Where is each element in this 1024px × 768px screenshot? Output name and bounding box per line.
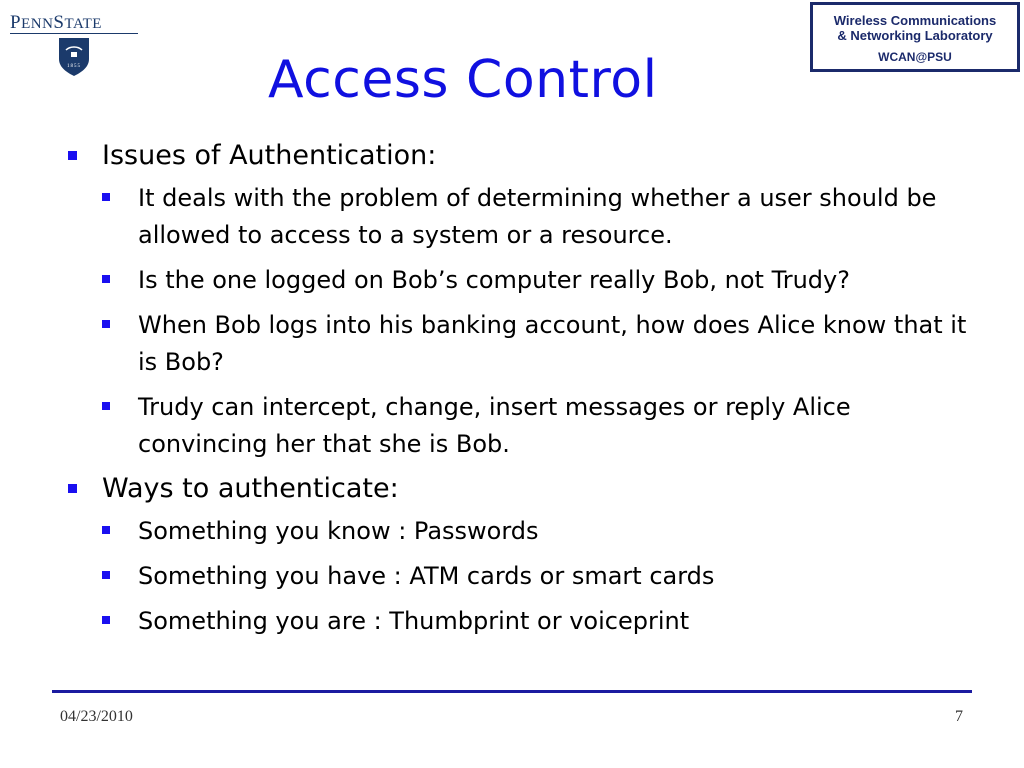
square-bullet-icon	[102, 616, 110, 624]
svg-text:1855: 1855	[67, 64, 81, 69]
square-bullet-icon	[102, 320, 110, 328]
bullet-text: Ways to authenticate:	[102, 473, 399, 504]
sub-bullet-item	[60, 389, 973, 463]
square-bullet-icon	[102, 571, 110, 579]
sub-bullet-item	[60, 603, 973, 640]
bullet-item-issues	[60, 138, 980, 174]
sub-bullet-text: Something you know : Passwords	[138, 517, 539, 545]
lab-name-line2: & Networking Laboratory	[837, 28, 993, 43]
sub-bullet-item	[60, 558, 973, 595]
sub-bullet-text: Trudy can intercept, change, insert messages or reply Alice convincing her that she is Bob.	[138, 393, 851, 458]
square-bullet-icon	[102, 402, 110, 410]
sub-bullet-item	[60, 180, 973, 254]
square-bullet-icon	[102, 193, 110, 201]
square-bullet-icon	[102, 526, 110, 534]
slide-title: Access Control	[268, 50, 658, 110]
sub-bullet-text: When Bob logs into his banking account, how does Alice know that it is Bob?	[138, 311, 967, 376]
lab-badge	[810, 2, 1020, 72]
lab-name-line1: Wireless Communications	[833, 13, 997, 28]
sub-bullet-text: Something you are : Thumbprint or voiceprint	[138, 607, 690, 635]
square-bullet-icon	[68, 484, 77, 493]
sub-bullet-item	[60, 307, 973, 381]
bullet-text: Issues of Authentication:	[102, 140, 437, 171]
sub-bullet-item	[60, 262, 973, 299]
bullet-item-ways	[60, 471, 980, 507]
page-number: 7	[955, 708, 963, 725]
square-bullet-icon	[68, 151, 77, 160]
sub-bullet-text: Something you have : ATM cards or smart cards	[138, 562, 715, 590]
footer-date: 04/23/2010	[60, 708, 133, 725]
square-bullet-icon	[102, 275, 110, 283]
shield-icon	[58, 37, 90, 77]
sub-bullet-text: It deals with the problem of determining whether a user should be allowed to access to a system or a resource.	[138, 184, 937, 249]
pennstate-wordmark: PENNSTATE	[10, 12, 102, 33]
sub-bullet-text: Is the one logged on Bob’s computer really Bob, not Trudy?	[138, 266, 850, 294]
footer-divider	[52, 690, 972, 693]
logo-rule	[10, 33, 138, 34]
pennstate-logo	[10, 10, 145, 78]
slide-body	[60, 138, 980, 648]
sub-bullet-item	[60, 513, 973, 550]
lab-acronym: WCAN@PSU	[878, 50, 952, 64]
